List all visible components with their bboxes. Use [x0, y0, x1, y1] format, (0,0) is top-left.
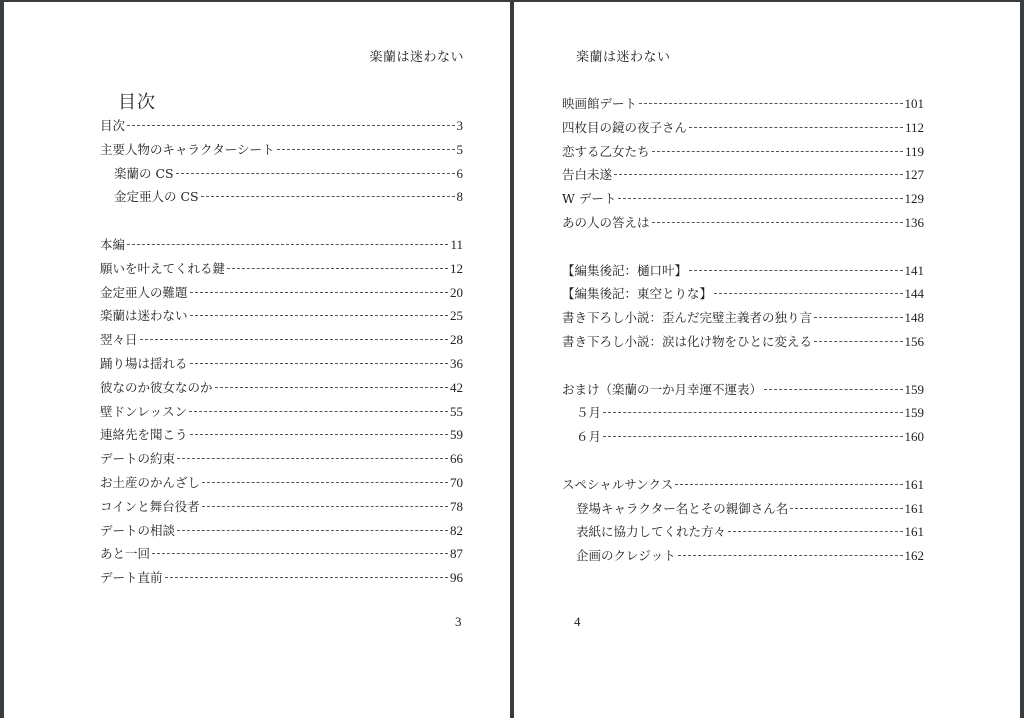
- dot-leader: [227, 268, 448, 269]
- toc-entry-label: 彼なのか彼女なのか: [100, 379, 213, 395]
- toc-entry-page: 6: [456, 165, 463, 181]
- toc-entry-label: デートの相談: [100, 522, 176, 538]
- toc-entry-label: デートの約束: [100, 451, 176, 467]
- toc-entry-page: 55: [450, 403, 463, 419]
- toc-entry[interactable]: [100, 400, 463, 424]
- dot-leader: [177, 458, 448, 459]
- toc-entry-page: 161: [904, 476, 924, 492]
- toc-entry-page: 11: [450, 236, 463, 252]
- toc-entry-page: 119: [904, 143, 924, 159]
- toc-entry-page: 144: [904, 286, 924, 302]
- toc-entry[interactable]: [562, 378, 924, 402]
- toc-entry-page: 136: [904, 214, 924, 230]
- toc-entry[interactable]: [562, 497, 924, 521]
- dot-leader: [190, 363, 448, 364]
- toc-entry-page: 3: [456, 118, 463, 133]
- toc-entry-label: 企画のクレジット: [576, 548, 676, 564]
- toc-entry[interactable]: [562, 211, 924, 235]
- toc-entry-page: 12: [450, 260, 463, 276]
- dot-leader: [190, 434, 448, 435]
- dot-leader: [652, 151, 903, 152]
- toc-entry-page: 87: [450, 546, 463, 562]
- dot-leader: [618, 198, 902, 199]
- toc-entry-page: 148: [904, 310, 924, 326]
- toc-entry[interactable]: [562, 92, 924, 116]
- toc-entry[interactable]: [562, 163, 924, 187]
- toc-entry-label: 四枚目の鏡の夜子さん: [562, 119, 688, 135]
- dot-leader: [790, 508, 902, 509]
- running-header: 楽蘭は迷わない: [369, 50, 464, 65]
- toc-entry-label: 登場キャラクター名とその親御さん名: [576, 500, 789, 516]
- dot-leader: [152, 553, 448, 554]
- toc-entry-label: 表紙に協力してくれた方々: [576, 524, 727, 540]
- toc-entry-page: 162: [904, 548, 924, 564]
- toc-entry-label: 本編: [100, 236, 126, 252]
- dot-leader: [176, 173, 455, 174]
- dot-leader: [714, 293, 902, 294]
- toc-entry[interactable]: [100, 281, 463, 305]
- toc-entry-page: 101: [904, 96, 924, 111]
- toc-entry-page: 161: [904, 500, 924, 516]
- dot-leader: [202, 506, 448, 507]
- toc-entry-label: 壁ドンレッスン: [100, 403, 188, 419]
- toc-entry[interactable]: [100, 257, 463, 281]
- toc-entry-page: 127: [904, 167, 924, 183]
- toc-entry-label: 金定亜人の難題: [100, 284, 188, 300]
- toc-entry-page: 160: [904, 429, 924, 445]
- toc-entry-page: 82: [450, 522, 463, 538]
- toc-entry-label: 映画館デート: [562, 96, 638, 111]
- running-header: 楽蘭は迷わない: [576, 50, 671, 65]
- toc-entry-label: 連絡先を聞こう: [100, 427, 188, 443]
- toc-entry-label: W デート: [562, 191, 617, 207]
- dot-leader: [127, 244, 448, 245]
- toc-entry-label: 恋する乙女たち: [562, 143, 650, 159]
- toc-entry-page: 59: [450, 427, 463, 443]
- toc-entry[interactable]: [100, 328, 463, 352]
- dot-leader: [140, 339, 448, 340]
- toc-list: [100, 114, 463, 590]
- toc-entry-label: デート直前: [100, 570, 163, 586]
- toc-entry[interactable]: [562, 116, 924, 140]
- toc-entry[interactable]: [100, 304, 463, 328]
- toc-entry[interactable]: [100, 138, 463, 162]
- toc-entry-label: 翌々日: [100, 332, 138, 348]
- toc-entry-label: 楽蘭は迷わない: [100, 308, 188, 324]
- toc-entry-page: 112: [904, 119, 924, 135]
- dot-leader: [764, 389, 902, 390]
- toc-entry-label: 書き下ろし小説：歪んだ完璧主義者の独り言: [562, 310, 813, 326]
- toc-entry-label: 主要人物のキャラクターシート: [100, 141, 275, 157]
- toc-entry-page: 78: [450, 498, 463, 514]
- toc-entry-label: コインと舞台役者: [100, 498, 200, 514]
- toc-entry-label: お土産のかんざし: [100, 474, 201, 490]
- dot-leader: [201, 196, 455, 197]
- toc-entry[interactable]: [100, 352, 463, 376]
- toc-entry[interactable]: [562, 520, 924, 544]
- dot-leader: [639, 103, 902, 104]
- toc-entry-page: 28: [450, 332, 463, 348]
- toc-entry-page: 66: [450, 451, 463, 467]
- dot-leader: [202, 482, 448, 483]
- toc-entry[interactable]: [100, 376, 463, 400]
- dot-leader: [277, 149, 455, 150]
- toc-entry-label: 【編集後記：東空とりな】: [562, 286, 713, 302]
- toc-entry-label: 金定亜人の CS: [114, 189, 199, 205]
- dot-leader: [689, 270, 902, 271]
- toc-entry[interactable]: [562, 401, 924, 425]
- toc-entry-page: 5: [456, 141, 463, 157]
- toc-entry-label: あと一回: [100, 546, 151, 562]
- toc-entry[interactable]: [562, 425, 924, 449]
- dot-leader: [189, 411, 448, 412]
- dot-leader: [675, 484, 902, 485]
- toc-entry[interactable]: [100, 162, 463, 186]
- toc-entry-label: ５月: [576, 405, 602, 421]
- dot-leader: [814, 341, 902, 342]
- toc-entry[interactable]: [562, 306, 924, 330]
- dot-leader: [127, 125, 454, 126]
- dot-leader: [215, 387, 448, 388]
- toc-entry[interactable]: [100, 114, 463, 138]
- toc-entry-page: 8: [456, 189, 463, 205]
- toc-entry-page: 20: [450, 284, 463, 300]
- toc-list: [562, 92, 924, 568]
- toc-entry[interactable]: [100, 447, 463, 471]
- toc-entry-label: あの人の答えは: [562, 214, 650, 230]
- toc-title: 目次: [118, 92, 156, 113]
- toc-entry-page: 159: [904, 381, 924, 397]
- toc-entry-page: 70: [450, 474, 463, 490]
- toc-entry-label: ６月: [576, 429, 602, 445]
- toc-entry[interactable]: [562, 259, 924, 283]
- page-number: 3: [455, 614, 462, 629]
- toc-entry[interactable]: [562, 140, 924, 164]
- dot-leader: [652, 222, 903, 223]
- toc-entry[interactable]: [100, 423, 463, 447]
- toc-entry[interactable]: [562, 282, 924, 306]
- dot-leader: [177, 530, 448, 531]
- dot-leader: [728, 531, 902, 532]
- page-left: [4, 2, 510, 718]
- toc-entry-label: 踊り場は揺れる: [100, 355, 188, 371]
- toc-entry[interactable]: [562, 330, 924, 354]
- dot-leader: [614, 174, 902, 175]
- toc-entry[interactable]: [562, 544, 924, 568]
- toc-entry-page: 42: [450, 379, 463, 395]
- page-number: 4: [574, 614, 581, 629]
- dot-leader: [603, 436, 902, 437]
- toc-entry-label: 告白未遂: [562, 167, 613, 183]
- toc-entry[interactable]: [100, 233, 463, 257]
- toc-entry[interactable]: [100, 566, 463, 590]
- toc-entry[interactable]: [100, 542, 463, 566]
- dot-leader: [603, 412, 902, 413]
- toc-entry[interactable]: [100, 495, 463, 519]
- toc-entry-page: 25: [450, 308, 463, 324]
- toc-entry-label: 【編集後記：樋口叶】: [562, 262, 688, 278]
- toc-entry[interactable]: [562, 473, 924, 497]
- dot-leader: [678, 555, 903, 556]
- toc-entry[interactable]: [562, 187, 924, 211]
- toc-entry-page: 129: [904, 191, 924, 207]
- toc-entry[interactable]: [100, 185, 463, 209]
- dot-leader: [814, 317, 902, 318]
- dot-leader: [190, 315, 448, 316]
- toc-entry-label: おまけ（楽蘭の一か月幸運不運表）: [562, 381, 763, 397]
- toc-entry[interactable]: [100, 471, 463, 495]
- toc-entry-page: 36: [450, 355, 463, 371]
- toc-entry-label: 願いを叶えてくれる鍵: [100, 260, 226, 276]
- page-right: [514, 2, 1020, 718]
- toc-entry-page: 96: [450, 570, 463, 586]
- dot-leader: [689, 127, 903, 128]
- toc-entry[interactable]: [100, 519, 463, 543]
- toc-entry-page: 161: [904, 524, 924, 540]
- toc-entry-page: 141: [904, 262, 924, 278]
- toc-entry-page: 159: [904, 405, 924, 421]
- toc-entry-label: 書き下ろし小説：涙は化け物をひとに変える: [562, 333, 813, 349]
- toc-entry-label: スペシャルサンクス: [562, 476, 674, 492]
- toc-entry-label: 楽蘭の CS: [114, 165, 174, 181]
- dot-leader: [165, 577, 448, 578]
- toc-entry-label: 目次: [100, 118, 126, 133]
- dot-leader: [190, 292, 448, 293]
- toc-entry-page: 156: [904, 333, 924, 349]
